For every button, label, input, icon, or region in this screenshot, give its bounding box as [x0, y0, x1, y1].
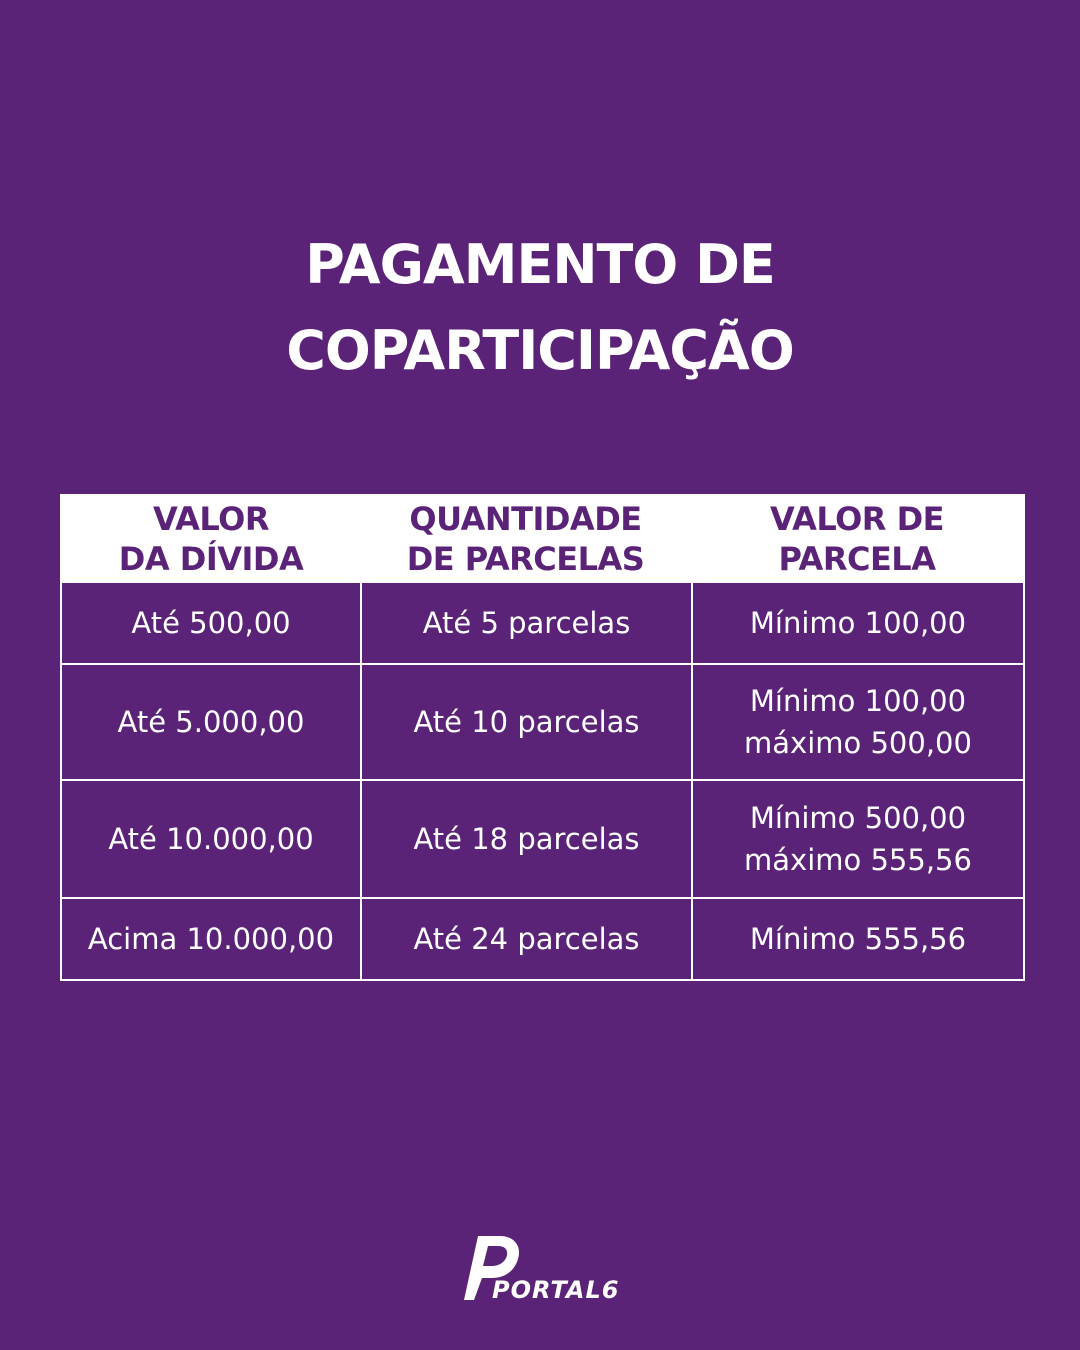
portal6-logo-text: PORTAL6 [492, 1276, 620, 1304]
cell-installments [360, 781, 691, 897]
cell-installments-text: Até 18 parcelas [413, 822, 640, 856]
table-row [62, 663, 1023, 779]
cell-installment-value [691, 583, 1023, 663]
cell-debt-text: Acima 10.000,00 [87, 922, 335, 956]
cell-debt [62, 583, 360, 663]
cell-debt-text: Até 500,00 [131, 606, 291, 640]
cell-installments-text: Até 10 parcelas [413, 705, 640, 739]
header-debt-value [62, 496, 360, 581]
cell-installments [360, 583, 691, 663]
table-row [62, 779, 1023, 897]
cell-installments-text: Até 24 parcelas [413, 922, 640, 956]
cell-installment-value-line-1: Mínimo 555,56 [749, 922, 967, 956]
cell-debt [62, 781, 360, 897]
header-installment-value [691, 496, 1023, 581]
installments-table [60, 494, 1025, 981]
cell-debt-text: Até 10.000,00 [108, 822, 314, 856]
header-installment-value-line-2: PARCELA [778, 539, 936, 578]
cell-installment-value-line-1: Mínimo 100,00 [749, 684, 967, 718]
page-title-line-2: COPARTICIPAÇÃO [286, 319, 794, 382]
cell-installments [360, 899, 691, 979]
cell-installments [360, 665, 691, 779]
portal6-logo [462, 1232, 622, 1304]
cell-installment-value-line-2: máximo 500,00 [744, 726, 972, 760]
cell-debt [62, 665, 360, 779]
cell-installment-value-line-2: máximo 555,56 [744, 843, 972, 877]
cell-installment-value [691, 781, 1023, 897]
header-debt-value-line-2: DA DÍVIDA [118, 539, 304, 578]
table-row [62, 897, 1023, 979]
page-title [0, 222, 1080, 394]
cell-debt [62, 899, 360, 979]
cell-debt-text: Até 5.000,00 [117, 705, 305, 739]
header-installments-count-line-2: DE PARCELAS [406, 539, 645, 578]
table-row [62, 581, 1023, 663]
cell-installment-value [691, 899, 1023, 979]
table-header-row [62, 496, 1023, 581]
cell-installment-value-line-1: Mínimo 100,00 [749, 606, 967, 640]
cell-installment-value [691, 665, 1023, 779]
cell-installment-value-line-1: Mínimo 500,00 [749, 801, 967, 835]
header-debt-value-line-1: VALOR [153, 499, 269, 538]
header-installments-count-line-1: QUANTIDADE [409, 499, 642, 538]
header-installments-count [360, 496, 691, 581]
cell-installments-text: Até 5 parcelas [422, 606, 631, 640]
page-title-line-1: PAGAMENTO DE [305, 233, 775, 296]
header-installment-value-line-1: VALOR DE [769, 499, 944, 538]
